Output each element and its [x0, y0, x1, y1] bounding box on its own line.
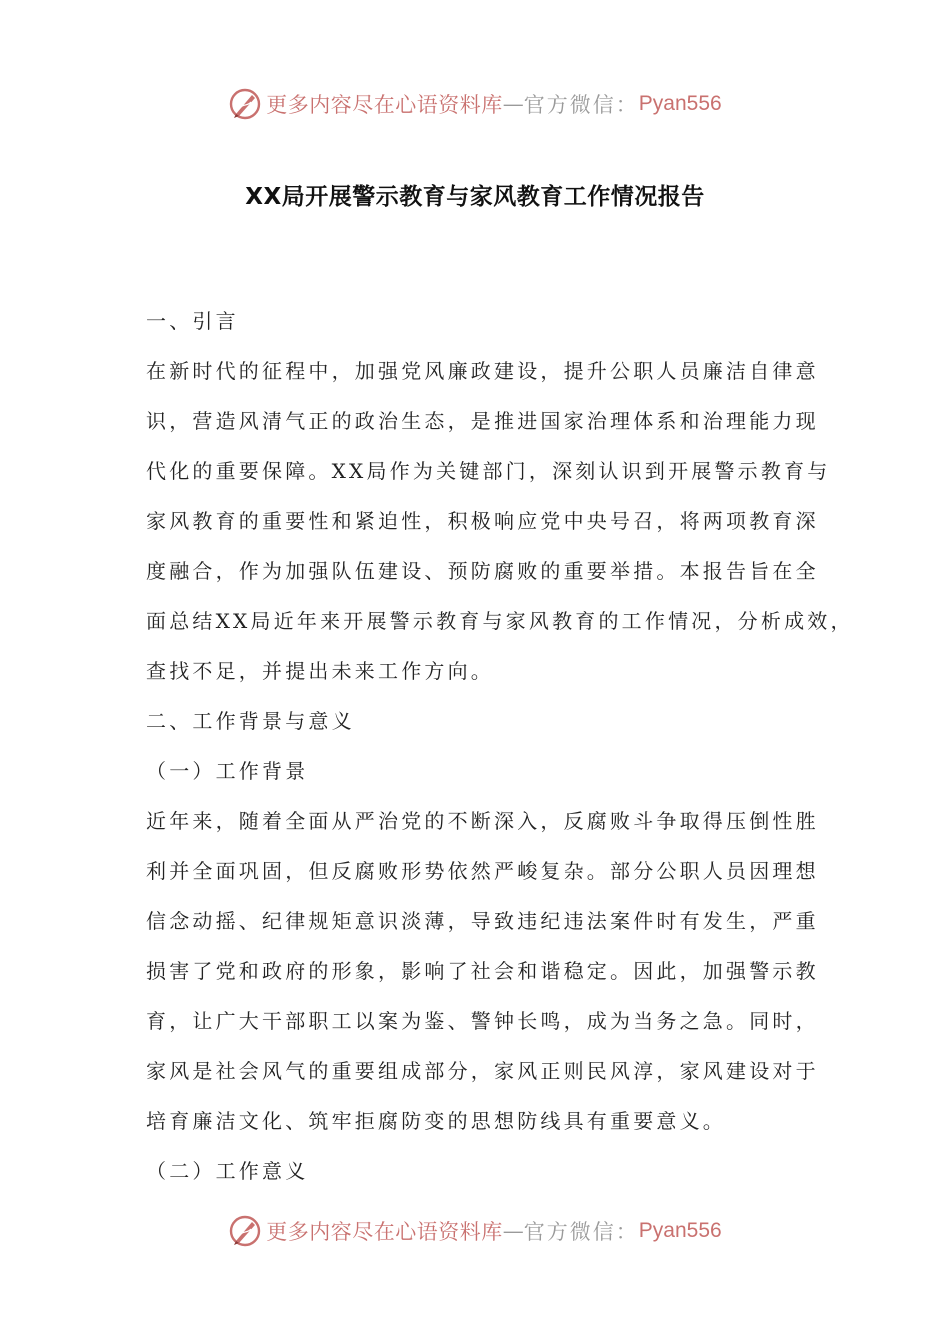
subsection-heading: （二）工作意义 — [146, 1159, 309, 1183]
paragraph-line: 育，让广大干部职工以案为鉴、警钟长鸣，成为当务之急。同时， — [146, 1009, 819, 1033]
banner-wechat-label: 官方微信： — [523, 1220, 639, 1244]
paragraph-line: 代化的重要保障。XX局作为关键部门，深刻认识到开展警示教育与 — [146, 459, 831, 483]
paragraph-line: 在新时代的征程中，加强党风廉政建设，提升公职人员廉洁自律意 — [146, 359, 819, 383]
paragraph-line: 近年来，随着全面从严治党的不断深入，反腐败斗争取得压倒性胜 — [146, 809, 819, 833]
banner-slogan: 更多内容尽在心语资料库 — [266, 93, 503, 117]
paragraph-line: 查找不足，并提出未来工作方向。 — [146, 659, 494, 683]
document-title: XX局开展警示教育与家风教育工作情况报告 — [245, 184, 705, 210]
paragraph-line: 家风是社会风气的重要组成部分，家风正则民风淳，家风建设对于 — [146, 1059, 819, 1083]
banner-wechat-id: Pyan556 — [638, 1219, 722, 1242]
paragraph-line: 损害了党和政府的形象，影响了社会和谐稳定。因此，加强警示教 — [146, 959, 819, 983]
paragraph-line: 识，营造风清气正的政治生态，是推进国家治理体系和治理能力现 — [146, 409, 819, 433]
banner-slogan: 更多内容尽在心语资料库 — [266, 1220, 503, 1244]
paragraph-line: 培育廉洁文化、筑牢拒腐防变的思想防线具有重要意义。 — [146, 1109, 726, 1133]
footer-banner[interactable] — [0, 1211, 950, 1251]
pen-logo-icon — [228, 1214, 262, 1248]
pen-logo-icon — [228, 87, 262, 121]
header-banner[interactable] — [0, 84, 950, 124]
paragraph-line: 利并全面巩固，但反腐败形势依然严峻复杂。部分公职人员因理想 — [146, 859, 819, 883]
document-body — [146, 296, 854, 1196]
paragraph-line: 家风教育的重要性和紧迫性，积极响应党中央号召，将两项教育深 — [146, 509, 819, 533]
banner-separator: — — [502, 1219, 524, 1243]
section-heading: 二、工作背景与意义 — [146, 709, 355, 733]
paragraph-line: 信念动摇、纪律规矩意识淡薄，导致违纪违法案件时有发生，严重 — [146, 909, 819, 933]
section-heading: 一、引言 — [146, 309, 239, 333]
subsection-heading: （一）工作背景 — [146, 759, 309, 783]
paragraph-line: 度融合，作为加强队伍建设、预防腐败的重要举措。本报告旨在全 — [146, 559, 819, 583]
paragraph-line: 面总结XX局近年来开展警示教育与家风教育的工作情况，分析成效， — [146, 609, 854, 633]
banner-separator: — — [502, 92, 524, 116]
banner-wechat-label: 官方微信： — [523, 93, 639, 117]
banner-wechat-id: Pyan556 — [638, 92, 722, 115]
